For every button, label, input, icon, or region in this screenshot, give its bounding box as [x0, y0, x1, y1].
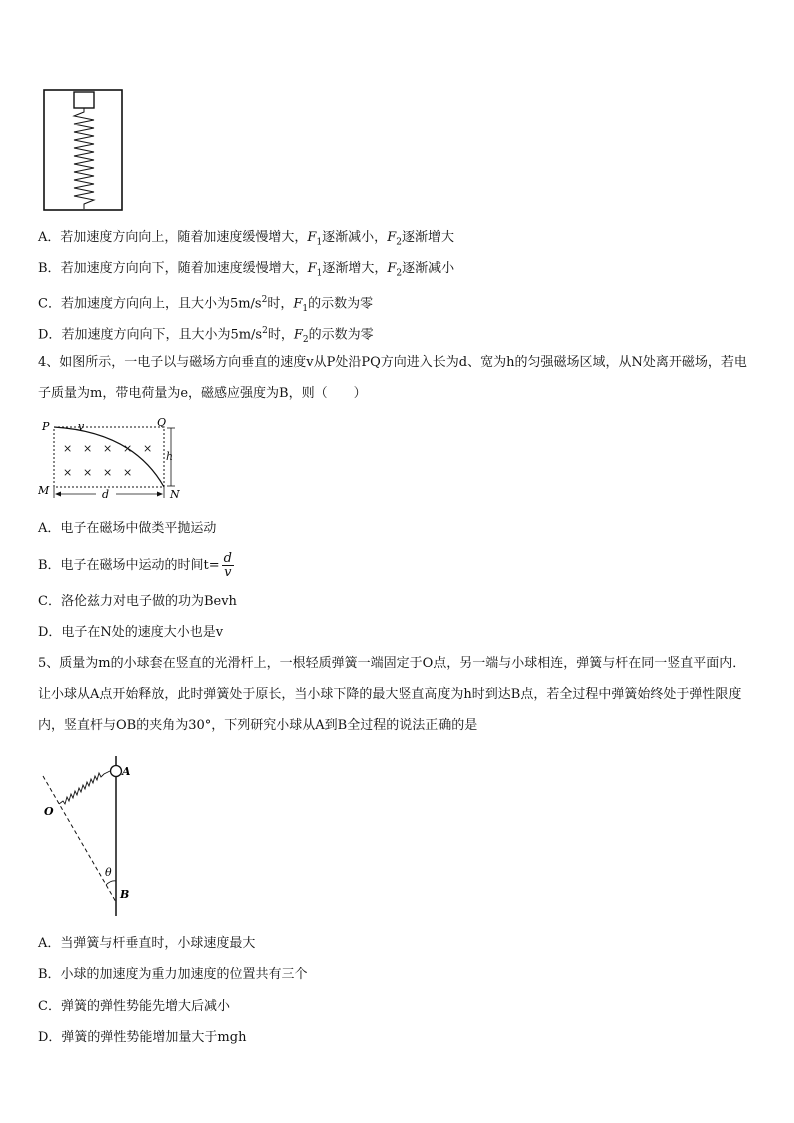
field-cross: × — [63, 466, 73, 479]
q4-option-a: A．电子在磁场中做类平抛运动 — [38, 521, 217, 536]
q4-option-d: D．电子在N处的速度大小也是v — [38, 625, 224, 640]
label-theta: θ — [105, 866, 112, 879]
label-o: O — [44, 805, 54, 818]
spring-box-figure — [40, 88, 130, 213]
field-cross: × — [103, 466, 113, 479]
field-cross: × — [103, 442, 113, 455]
field-cross: × — [63, 442, 73, 455]
q5-stem: 5、质量为m的小球套在竖直的光滑杆上，一根轻质弹簧一端固定于O点，另一端与小球相连，弹簧与杆在同一竖直平面内．让小球从A点开始释放，此时弹簧处于原长，当小球下降的最大竖直高度为h时到达B点，若全过程中弹簧始终处于弹性限度内，竖直杆与OB的夹角为30°，下列研究小球从A到B全过程的说法正确的是 — [38, 656, 746, 733]
field-cross: × — [83, 442, 93, 455]
q5-option-b: B．小球的加速度为重力加速度的位置共有三个 — [38, 967, 308, 982]
q3-option-a: A．若加速度方向向上，随着加速度缓慢增大，$F_1$逐渐减小，$F_2$逐渐增大 — [38, 230, 454, 248]
q3-option-d: D．若加速度方向向下，且大小为$5m/s^2$时，$F_2$的示数为零 — [38, 326, 374, 345]
q5-option-a: A．当弹簧与杆垂直时，小球速度最大 — [38, 936, 256, 951]
rod-spring-figure — [38, 756, 148, 918]
label-v: v — [78, 420, 85, 433]
field-cross: × — [83, 466, 93, 479]
label-a: A — [122, 765, 131, 778]
label-n: N — [170, 488, 180, 501]
fraction-d-over-v: $\frac{d}{v}$ — [223, 551, 232, 580]
q4-option-c: C．洛伦兹力对电子做的功为Bevh — [38, 594, 237, 609]
label-p: P — [42, 420, 50, 433]
label-h: h — [166, 450, 174, 463]
field-cross: × — [123, 442, 133, 455]
q5-option-d: D．弹簧的弹性势能增加量大于mgh — [38, 1030, 247, 1045]
label-q: Q — [157, 416, 167, 429]
magnetic-field-figure — [38, 416, 188, 506]
q3-option-b: B．若加速度方向向下，随着加速度缓慢增大，$F_1$逐渐增大，$F_2$逐渐减小 — [38, 261, 455, 279]
label-m: M — [38, 484, 50, 497]
q5-option-c: C．弹簧的弹性势能先增大后减小 — [38, 999, 230, 1014]
field-cross: × — [123, 466, 133, 479]
q3-option-c: C．若加速度方向向上，且大小为$5m/s^2$时，$F_1$的示数为零 — [38, 295, 374, 314]
label-b: B — [120, 888, 130, 901]
q4-stem: 4、如图所示，一电子以与磁场方向垂直的速度v从P处沿PQ方向进入长为d、宽为h的匀强磁场区域，从N处离开磁场，若电子质量为m，带电荷量为e，磁感应强度为B，则（ ） — [38, 355, 747, 401]
label-d: d — [102, 488, 110, 501]
q4-option-b: B．电子在磁场中运动的时间t= $\frac{d}{v}$ — [38, 551, 232, 580]
field-cross: × — [143, 442, 153, 455]
